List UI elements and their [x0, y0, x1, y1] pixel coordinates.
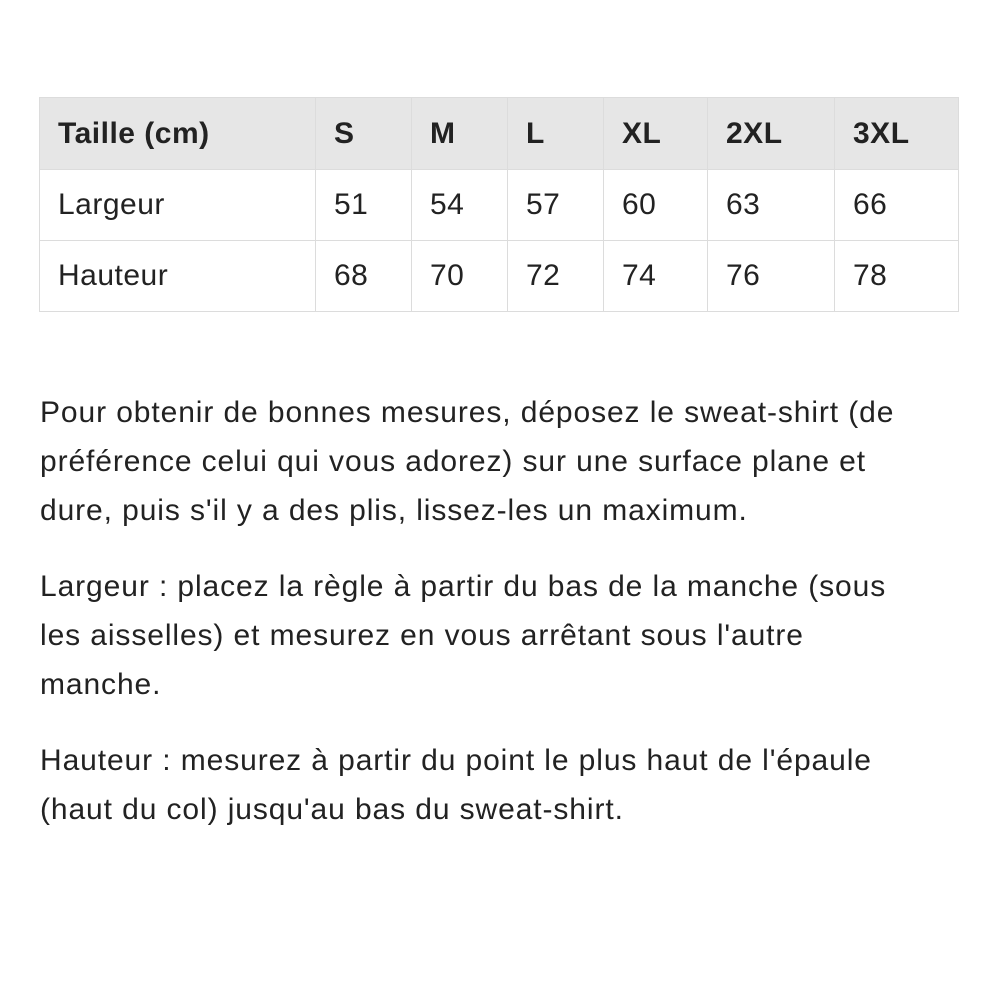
- table-cell: 54: [412, 170, 508, 241]
- measurement-notes: [40, 388, 930, 861]
- table-cell: 57: [508, 170, 604, 241]
- width-instruction-paragraph: Largeur : placez la règle à partir du bas de la manche (sous les aisselles) et mesurez en vous arrêtant sous l'autre manche.: [40, 570, 887, 701]
- row-label-width: Largeur: [40, 170, 316, 241]
- row-label-height: Hauteur: [40, 241, 316, 312]
- size-chart-table: [39, 97, 959, 312]
- table-cell: 68: [316, 241, 412, 312]
- table-cell: 76: [708, 241, 835, 312]
- table-header-row: [40, 98, 959, 170]
- table-cell: 70: [412, 241, 508, 312]
- header-size-l: L: [508, 98, 604, 170]
- table-row-width: [40, 170, 959, 241]
- height-instruction-paragraph: Hauteur : mesurez à partir du point le plus haut de l'épaule (haut du col) jusqu'au bas du sweat-shirt.: [40, 744, 872, 826]
- intro-paragraph: Pour obtenir de bonnes mesures, déposez le sweat-shirt (de préférence celui qui vous adorez) sur une surface plane et dure, puis s'il y a des plis, lissez-les un maximum.: [40, 396, 895, 527]
- header-size-xl: XL: [604, 98, 708, 170]
- table-cell: 63: [708, 170, 835, 241]
- table-cell: 51: [316, 170, 412, 241]
- header-size-2xl: 2XL: [708, 98, 835, 170]
- header-size-label: Taille (cm): [40, 98, 316, 170]
- header-size-3xl: 3XL: [835, 98, 959, 170]
- header-size-s: S: [316, 98, 412, 170]
- table-cell: 66: [835, 170, 959, 241]
- table-cell: 78: [835, 241, 959, 312]
- table-cell: 60: [604, 170, 708, 241]
- table-cell: 74: [604, 241, 708, 312]
- header-size-m: M: [412, 98, 508, 170]
- table-cell: 72: [508, 241, 604, 312]
- table-row-height: [40, 241, 959, 312]
